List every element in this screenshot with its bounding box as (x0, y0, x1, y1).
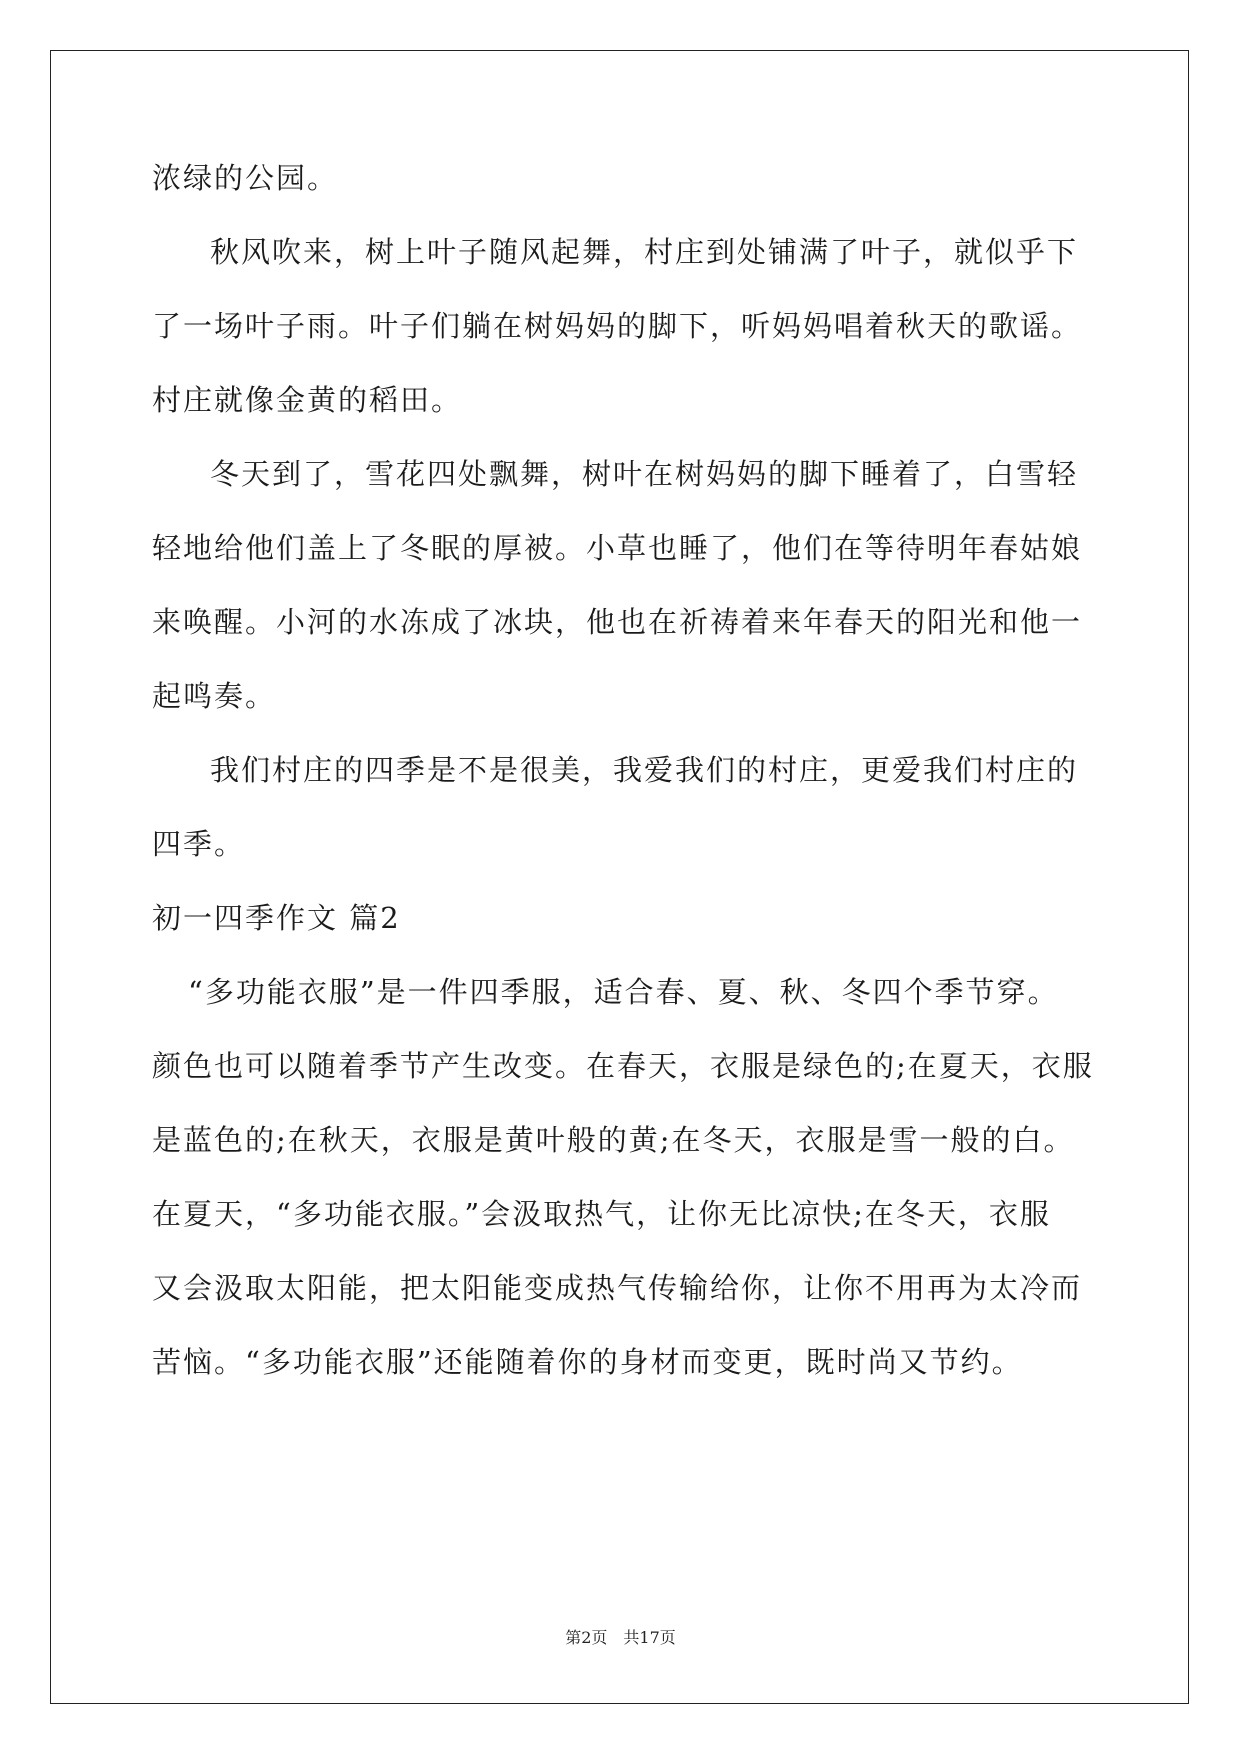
paragraph-line: 秋风吹来，树上叶子随风起舞，村庄到处铺满了叶子，就似乎下 (210, 235, 1079, 269)
paragraph-line: 我们村庄的四季是不是很美，我爱我们的村庄，更爱我们村庄的 (210, 753, 1079, 787)
text-line: 苦恼。“多功能衣服”还能随着你的身材而变更，既时尚又节约。 (152, 1345, 1023, 1379)
text-line: 又会汲取太阳能，把太阳能变成热气传输给你，让你不用再为太冷而 (152, 1271, 1083, 1305)
text-line: 是蓝色的;在秋天，衣服是黄叶般的黄;在冬天，衣服是雪一般的白。 (152, 1123, 1075, 1157)
text-line: 四季。 (152, 827, 246, 861)
section-heading: 初一四季作文 篇2 (152, 901, 401, 935)
text-line: 来唤醒。小河的水冻成了冰块，他也在祈祷着来年春天的阳光和他一 (152, 605, 1083, 639)
text-line: 浓绿的公园。 (152, 161, 339, 195)
page-border (50, 50, 1189, 1704)
paragraph-line: 冬天到了，雪花四处飘舞，树叶在树妈妈的脚下睡着了，白雪轻 (210, 457, 1079, 491)
paragraph-line: “多功能衣服”是一件四季服，适合春、夏、秋、冬四个季节穿。 (188, 975, 1059, 1009)
text-line: 了一场叶子雨。叶子们躺在树妈妈的脚下，听妈妈唱着秋天的歌谣。 (152, 309, 1083, 343)
page-number: 第2页 共17页 (565, 1628, 676, 1647)
text-line: 颜色也可以随着季节产生改变。在春天，衣服是绿色的;在夏天，衣服 (152, 1049, 1094, 1083)
text-line: 轻地给他们盖上了冬眠的厚被。小草也睡了，他们在等待明年春姑娘 (152, 531, 1083, 565)
text-line: 起鸣奏。 (152, 679, 277, 713)
text-line: 村庄就像金黄的稻田。 (152, 383, 463, 417)
text-line: 在夏天，“多功能衣服。”会汲取热气，让你无比凉快;在冬天，衣服 (152, 1197, 1051, 1231)
